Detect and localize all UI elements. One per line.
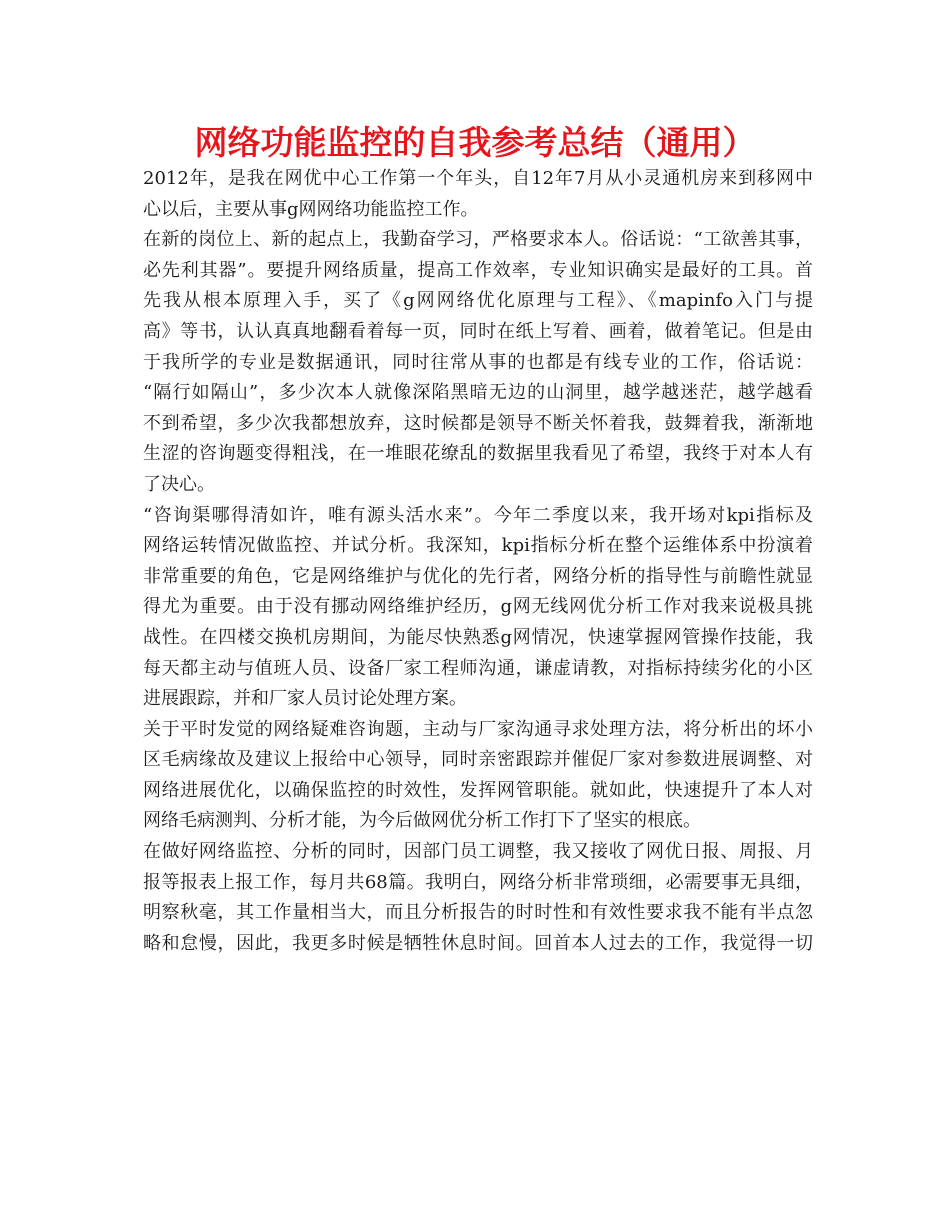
paragraph-line: 不到希望，多少次我都想放弃，这时候都是领导不断关怀着我，鼓舞着我，渐渐地 <box>143 412 813 434</box>
paragraph-line: 先我从根本原理入手，买了《g网网络优化原理与工程》、《mapinfo入门与提 <box>143 290 813 312</box>
paragraph-line: 高》等书，认认真真地翻看着每一页，同时在纸上写着、画着，做着笔记。但是由 <box>143 320 813 342</box>
paragraph-line: 区毛病缘故及建议上报给中心领导，同时亲密跟踪并催促厂家对参数进展调整、对 <box>143 749 813 771</box>
paragraph <box>143 164 813 225</box>
document-body <box>143 164 813 959</box>
paragraph-line: 在新的岗位上、新的起点上，我勤奋学习，严格要求本人。俗话说：“工欲善其事， <box>143 229 813 251</box>
paragraph-line: 报等报表上报工作，每月共68篇。我明白，网络分析非常琐细，必需要事无具细， <box>143 871 813 893</box>
paragraph <box>143 715 813 837</box>
paragraph-line: “咨询渠哪得清如许，唯有源头活水来”。今年二季度以来，我开场对kpi指标及 <box>143 504 813 526</box>
paragraph-line: 心以后，主要从事g网网络功能监控工作。 <box>143 198 479 220</box>
paragraph-line: 网络进展优化，以确保监控的时效性，发挥网管职能。就如此，快速提升了本人对 <box>143 779 813 801</box>
paragraph-line: 必先利其器”。要提升网络质量，提高工作效率，专业知识确实是最好的工具。首 <box>143 259 813 281</box>
paragraph-line: 生涩的咨询题变得粗浅，在一堆眼花缭乱的数据里我看见了希望，我终于对本人有 <box>143 443 813 465</box>
paragraph-line: 关于平时发觉的网络疑难咨询题，主动与厂家沟通寻求处理方法，将分析出的坏小 <box>143 718 813 740</box>
paragraph <box>143 225 813 500</box>
paragraph-line: 网络毛病测判、分析才能，为今后做网优分析工作打下了坚实的根底。 <box>143 810 701 832</box>
paragraph-line: 非常重要的角色，它是网络维护与优化的先行者，网络分析的指导性与前瞻性就显 <box>143 565 813 587</box>
paragraph-line: 了决心。 <box>143 473 215 495</box>
paragraph <box>143 837 813 959</box>
paragraph-line: 网络运转情况做监控、并试分析。我深知，kpi指标分析在整个运维体系中扮演着 <box>143 535 813 557</box>
paragraph-line: 战性。在四楼交换机房期间，为能尽快熟悉g网情况，快速掌握网管操作技能，我 <box>143 626 813 648</box>
paragraph-line: “隔行如隔山”，多少次本人就像深陷黑暗无边的山洞里，越学越迷茫，越学越看 <box>143 382 813 404</box>
paragraph-line: 每天都主动与值班人员、设备厂家工程师沟通，谦虚请教，对指标持续劣化的小区 <box>143 657 813 679</box>
paragraph-line: 得尤为重要。由于没有挪动网络维护经历，g网无线网优分析工作对我来说极具挑 <box>143 596 813 618</box>
paragraph-line: 略和怠慢，因此，我更多时候是牺牲休息时间。回首本人过去的工作，我觉得一切 <box>143 932 813 954</box>
paragraph-line: 明察秋毫，其工作量相当大，而且分析报告的时时性和有效性要求我不能有半点忽 <box>143 902 813 924</box>
paragraph-line: 2012年，是我在网优中心工作第一个年头，自12年7月从小灵通机房来到移网中 <box>143 168 813 189</box>
paragraph-line: 于我所学的专业是数据通讯，同时往常从事的也都是有线专业的工作，俗话说： <box>143 351 813 373</box>
paragraph-line: 进展跟踪，并和厂家人员讨论处理方案。 <box>143 688 467 710</box>
document-title: 网络功能监控的自我参考总结（通用） <box>194 123 756 162</box>
paragraph-line: 在做好网络监控、分析的同时，因部门员工调整，我又接收了网优日报、周报、月 <box>143 841 813 863</box>
paragraph <box>143 501 813 715</box>
